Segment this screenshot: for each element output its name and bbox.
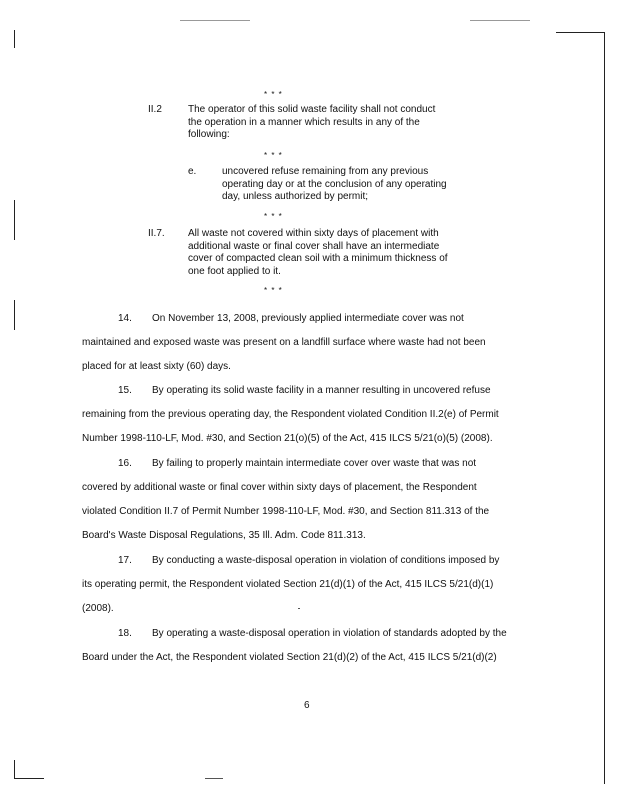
subcondition-line: day, unless authorized by permit; (222, 191, 369, 202)
ellipsis-stars: * * * (264, 90, 283, 99)
condition-line: following: (188, 129, 230, 140)
paragraph-number: 17. (118, 555, 132, 566)
scan-bottom-mark (205, 778, 223, 779)
scan-edge-left-low (14, 300, 15, 330)
paragraph-line: On November 13, 2008, previously applied intermediate cover was not (152, 313, 464, 324)
paragraph-line: placed for at least sixty (60) days. (82, 361, 231, 372)
paragraph-line: Board under the Act, the Respondent violated Section 21(d)(2) of the Act, 415 ILCS 5/21(d)(2) (82, 652, 497, 663)
paragraph-number: 14. (118, 313, 132, 324)
ellipsis-stars: * * * (264, 212, 283, 221)
scan-edge-top-right (556, 32, 604, 33)
paragraph-line: its operating permit, the Respondent violated Section 21(d)(1) of the Act, 415 ILCS 5/21(d)(1) (82, 579, 494, 590)
ellipsis-stars: * * * (264, 286, 283, 295)
condition-line: All waste not covered within sixty days of placement with (188, 228, 439, 239)
subcondition-text (222, 166, 447, 204)
paragraph-number: 16. (118, 458, 132, 469)
scan-edge-bottom-left (14, 778, 44, 779)
condition-line: one foot applied to it. (188, 265, 281, 277)
scan-top-mark-right (470, 20, 530, 21)
paragraph-line: By operating its solid waste facility in a manner resulting in uncovered refuse (152, 385, 491, 396)
condition-number: II.7. (148, 228, 165, 239)
paragraph-line: By conducting a waste-disposal operation in violation of conditions imposed by (152, 555, 500, 566)
ellipsis-stars: * * * (264, 151, 283, 160)
condition-text (188, 228, 448, 278)
scan-top-mark (180, 20, 250, 21)
paragraph-line: covered by additional waste or final cover within sixty days of placement, the Respondent (82, 482, 477, 493)
subcondition-line: uncovered refuse remaining from any previous (222, 166, 429, 177)
condition-line: additional waste or final cover shall have an intermediate (188, 240, 440, 252)
condition-text (188, 104, 435, 142)
paragraph-line: By operating a waste-disposal operation in violation of standards adopted by the (152, 628, 507, 639)
page-number: 6 (304, 700, 310, 711)
paragraph-line: Number 1998-110-LF, Mod. #30, and Section 21(o)(5) of the Act, 415 ILCS 5/21(o)(5) (2008). (82, 433, 493, 444)
condition-line: The operator of this solid waste facility shall not conduct (188, 104, 436, 115)
paragraph-number: 15. (118, 385, 132, 396)
paragraph-line: remaining from the previous operating day, the Respondent violated Condition II.2(e) of Permit (82, 409, 499, 420)
paragraph-line: maintained and exposed waste was present on a landfill surface where waste had not been (82, 337, 486, 348)
scan-edge-left-mid (14, 200, 15, 240)
condition-line: cover of compacted clean soil with a minimum thickness of (188, 253, 448, 264)
scan-speck (298, 608, 300, 609)
subcondition-letter: e. (188, 166, 197, 177)
paragraph-number: 18. (118, 628, 132, 639)
subcondition-line: operating day or at the conclusion of any operating (222, 178, 447, 190)
scan-edge-bottom-left-v (14, 760, 15, 779)
scan-edge-left-top (14, 30, 15, 48)
scan-edge-right (604, 32, 605, 784)
condition-line: the operation in a manner which results in any of the (188, 116, 420, 128)
paragraph-line: (2008). (82, 603, 114, 614)
paragraph-line: Board's Waste Disposal Regulations, 35 Ill. Adm. Code 811.313. (82, 530, 366, 541)
paragraph-line: violated Condition II.7 of Permit Number 1998-110-LF, Mod. #30, and Section 811.313 of the (82, 506, 490, 517)
paragraph-line: By failing to properly maintain intermediate cover over waste that was not (152, 458, 477, 469)
condition-number: II.2 (148, 104, 162, 115)
